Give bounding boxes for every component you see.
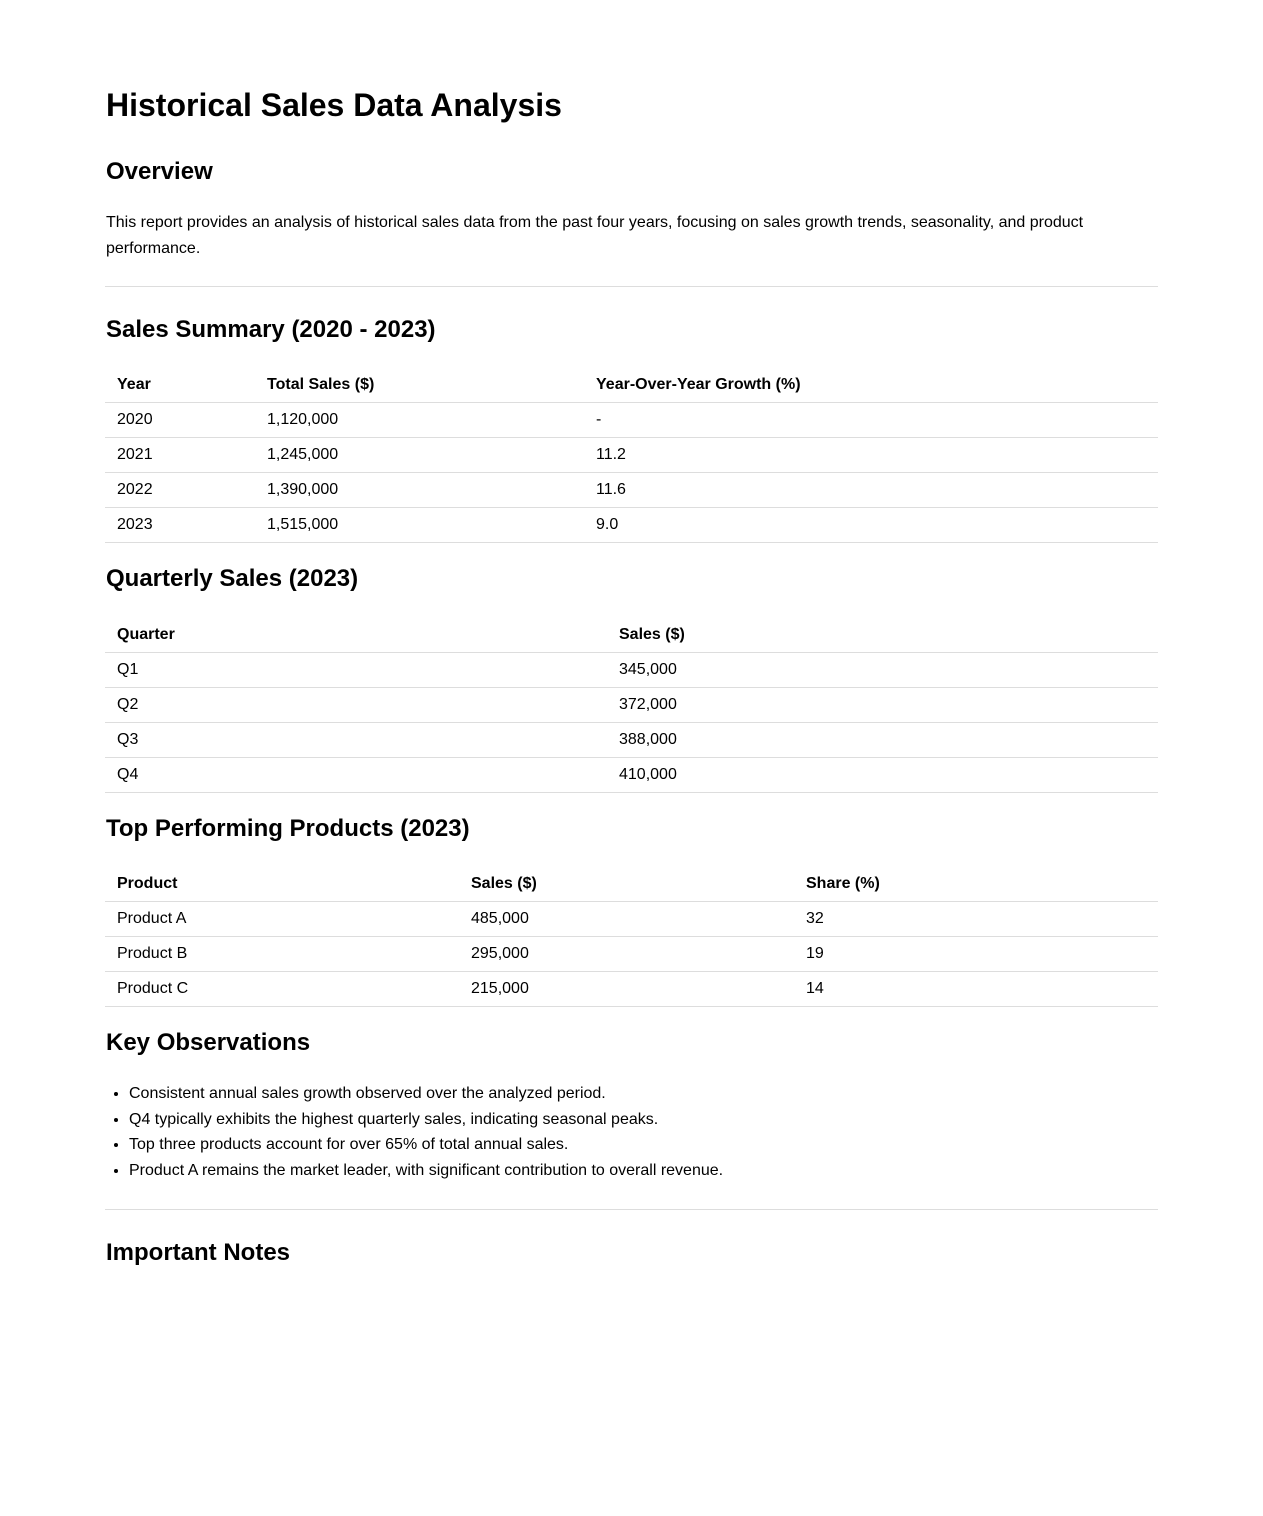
year-cell: 2021 <box>105 438 255 473</box>
quarterly-sales-heading: Quarterly Sales (2023) <box>106 565 359 592</box>
quarter-cell: Q3 <box>105 723 607 758</box>
section-divider <box>105 1209 1158 1210</box>
sales-cell: 485,000 <box>459 902 794 937</box>
top-products-table <box>105 867 1158 1007</box>
column-header-product: Product <box>105 867 459 902</box>
table-row <box>105 972 1158 1007</box>
column-header-year: Year <box>105 368 255 403</box>
top-products-heading: Top Performing Products (2023) <box>106 815 470 842</box>
total-sales-cell: 1,245,000 <box>255 438 584 473</box>
sales-cell: 345,000 <box>607 653 1158 688</box>
important-notes-heading: Important Notes <box>106 1239 291 1266</box>
list-item: • Top three products account for over 65% of total annual sales. <box>129 1132 723 1158</box>
table-header-row <box>105 867 1158 902</box>
table-row <box>105 902 1158 937</box>
table-row <box>105 473 1158 508</box>
share-cell: 14 <box>794 972 1158 1007</box>
column-header-total-sales: Total Sales ($) <box>255 368 584 403</box>
quarter-cell: Q2 <box>105 688 607 723</box>
table-row <box>105 723 1158 758</box>
list-item: • Q4 typically exhibits the highest quarterly sales, indicating seasonal peaks. <box>129 1107 723 1133</box>
column-header-sales: Sales ($) <box>459 867 794 902</box>
table-row <box>105 688 1158 723</box>
growth-cell: 11.6 <box>584 473 1158 508</box>
quarterly-sales-table <box>105 618 1158 793</box>
column-header-share: Share (%) <box>794 867 1158 902</box>
page-title: Historical Sales Data Analysis <box>106 87 562 123</box>
key-observations-heading: Key Observations <box>106 1029 311 1056</box>
key-observations-list <box>105 1081 723 1183</box>
viewport-cutoff <box>0 1300 1263 1516</box>
year-cell: 2022 <box>105 473 255 508</box>
table-row <box>105 508 1158 543</box>
product-cell: Product B <box>105 937 459 972</box>
year-cell: 2023 <box>105 508 255 543</box>
overview-heading: Overview <box>106 158 213 185</box>
sales-summary-heading: Sales Summary (2020 - 2023) <box>106 316 436 343</box>
list-item: • Consistent annual sales growth observed over the analyzed period. <box>129 1081 723 1107</box>
total-sales-cell: 1,120,000 <box>255 403 584 438</box>
sales-cell: 410,000 <box>607 758 1158 793</box>
section-divider <box>105 286 1158 287</box>
growth-cell: 11.2 <box>584 438 1158 473</box>
column-header-yoy-growth: Year-Over-Year Growth (%) <box>584 368 1158 403</box>
column-header-sales: Sales ($) <box>607 618 1158 653</box>
quarter-cell: Q4 <box>105 758 607 793</box>
sales-cell: 215,000 <box>459 972 794 1007</box>
table-row <box>105 937 1158 972</box>
table-row <box>105 403 1158 438</box>
year-cell: 2020 <box>105 403 255 438</box>
growth-cell: 9.0 <box>584 508 1158 543</box>
total-sales-cell: 1,390,000 <box>255 473 584 508</box>
share-cell: 19 <box>794 937 1158 972</box>
growth-cell: - <box>584 403 1158 438</box>
product-cell: Product A <box>105 902 459 937</box>
table-header-row <box>105 618 1158 653</box>
product-cell: Product C <box>105 972 459 1007</box>
list-item: • Product A remains the market leader, with significant contribution to overall revenue. <box>129 1158 723 1184</box>
total-sales-cell: 1,515,000 <box>255 508 584 543</box>
table-header-row <box>105 368 1158 403</box>
table-row <box>105 758 1158 793</box>
table-row <box>105 653 1158 688</box>
sales-summary-table <box>105 368 1158 543</box>
sales-cell: 295,000 <box>459 937 794 972</box>
column-header-quarter: Quarter <box>105 618 607 653</box>
quarter-cell: Q1 <box>105 653 607 688</box>
share-cell: 32 <box>794 902 1158 937</box>
sales-cell: 388,000 <box>607 723 1158 758</box>
sales-cell: 372,000 <box>607 688 1158 723</box>
overview-text: This report provides an analysis of historical sales data from the past four years, focusing on sales growth trends, seasonality, and product performance. <box>106 214 1084 257</box>
table-row <box>105 438 1158 473</box>
